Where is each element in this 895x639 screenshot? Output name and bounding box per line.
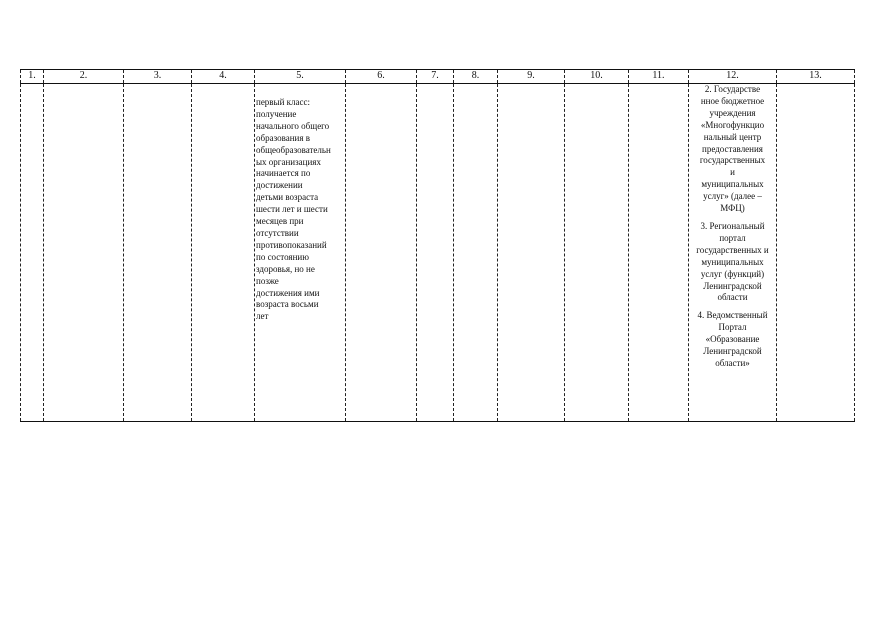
table-row [21, 84, 855, 422]
column-header-5: 5. [255, 70, 346, 84]
column-header-11: 11. [629, 70, 689, 84]
services-table [20, 69, 855, 422]
regional-portal-entry: 3. Региональный портал государственных и муниципальных услуг (функций) Ленинградской области [696, 220, 769, 303]
column-header-4: 4. [192, 70, 255, 84]
cell-col-2 [44, 84, 124, 422]
column-header-7: 7. [417, 70, 454, 84]
cell-col-12 [689, 84, 777, 422]
column-header-12: 12. [689, 70, 777, 84]
cell-col-13 [777, 84, 855, 422]
admission-age-text: первый класс: получение начального общего образования в общеобразовательн ых организациях начинается по достижении детьми возраста шести лет и шести месяцев при отсутствии противопоказаний по состоянию здоровья, но не позже достижения ими возраста восьми лет [256, 97, 331, 322]
cell-col-10 [565, 84, 629, 422]
cell-col-5 [255, 84, 346, 422]
cell-col-6 [346, 84, 417, 422]
column-header-3: 3. [124, 70, 192, 84]
cell-col-1 [21, 84, 44, 422]
cell-col-7 [417, 84, 454, 422]
column-header-9: 9. [498, 70, 565, 84]
column-header-1: 1. [21, 70, 44, 84]
cell-col-4 [192, 84, 255, 422]
cell-col-9 [498, 84, 565, 422]
column-header-8: 8. [454, 70, 498, 84]
cell-col-8 [454, 84, 498, 422]
cell-col-3 [124, 84, 192, 422]
education-portal-entry: 4. Ведомственный Портал «Образование Ленинградской области» [697, 310, 768, 368]
column-header-13: 13. [777, 70, 855, 84]
column-header-6: 6. [346, 70, 417, 84]
cell-col-11 [629, 84, 689, 422]
mfc-entry: 2. Государстве нное бюджетное учреждения «Многофункцио нальный центр предоставления государственных и муниципальных услуг» (далее – МФЦ) [699, 84, 766, 214]
column-header-2: 2. [44, 70, 124, 84]
column-header-10: 10. [565, 70, 629, 84]
header-row [21, 70, 855, 84]
